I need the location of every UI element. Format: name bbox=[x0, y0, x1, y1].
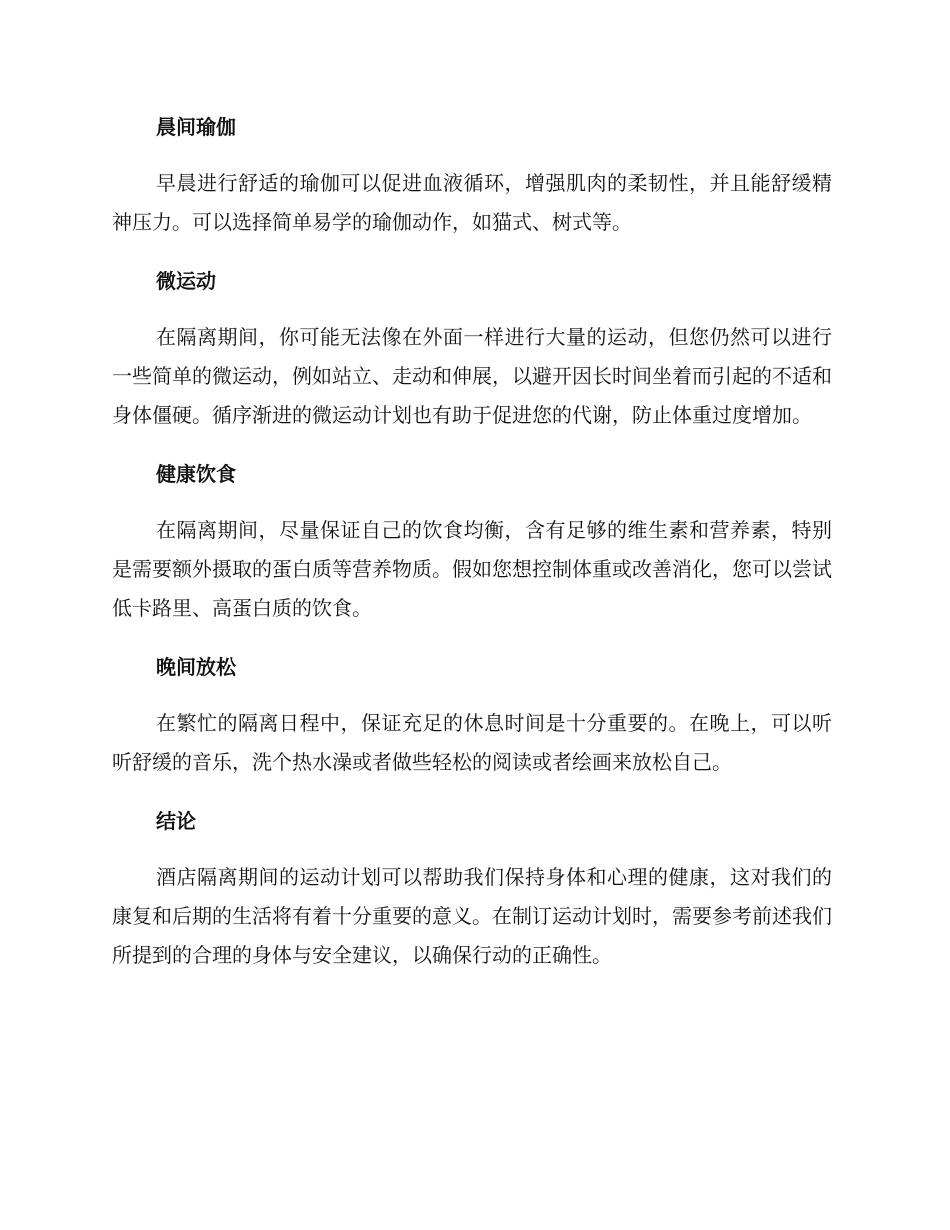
section-heading: 结论 bbox=[156, 809, 196, 833]
document-page bbox=[112, 108, 832, 975]
section-paragraph: 在繁忙的隔离日程中，保证充足的休息时间是十分重要的。在晚上，可以听听舒缓的音乐，洗个热水澡或者做些轻松的阅读或者绘画来放松自己。 bbox=[112, 711, 832, 774]
section-paragraph: 在隔离期间，你可能无法像在外面一样进行大量的运动，但您仍然可以进行一些简单的微运动，例如站立、走动和伸展，以避开因长时间坐着而引起的不适和身体僵硬。循序渐进的微运动计划也有助于促进您的代谢，防止体重过度增加。 bbox=[112, 325, 832, 427]
section-evening-relax bbox=[112, 648, 832, 802]
section-paragraph: 早晨进行舒适的瑜伽可以促进血液循环，增强肌肉的柔韧性，并且能舒缓精神压力。可以选择简单易学的瑜伽动作，如猫式、树式等。 bbox=[112, 171, 832, 234]
section-heading: 健康饮食 bbox=[156, 462, 236, 486]
section-paragraph: 在隔离期间，尽量保证自己的饮食均衡，含有足够的维生素和营养素，特别是需要额外摄取的蛋白质等营养物质。假如您想控制体重或改善消化，您可以尝试低卡路里、高蛋白质的饮食。 bbox=[112, 518, 832, 620]
section-conclusion bbox=[112, 802, 832, 975]
section-morning-yoga bbox=[112, 108, 832, 262]
section-healthy-diet bbox=[112, 455, 832, 648]
section-heading: 晨间瑜伽 bbox=[156, 115, 236, 139]
section-micro-exercise bbox=[112, 262, 832, 455]
section-paragraph: 酒店隔离期间的运动计划可以帮助我们保持身体和心理的健康，这对我们的康复和后期的生活将有着十分重要的意义。在制订运动计划时，需要参考前述我们所提到的合理的身体与安全建议，以确保行动的正确性。 bbox=[112, 865, 832, 967]
section-heading: 微运动 bbox=[156, 269, 216, 293]
section-heading: 晚间放松 bbox=[156, 655, 236, 679]
